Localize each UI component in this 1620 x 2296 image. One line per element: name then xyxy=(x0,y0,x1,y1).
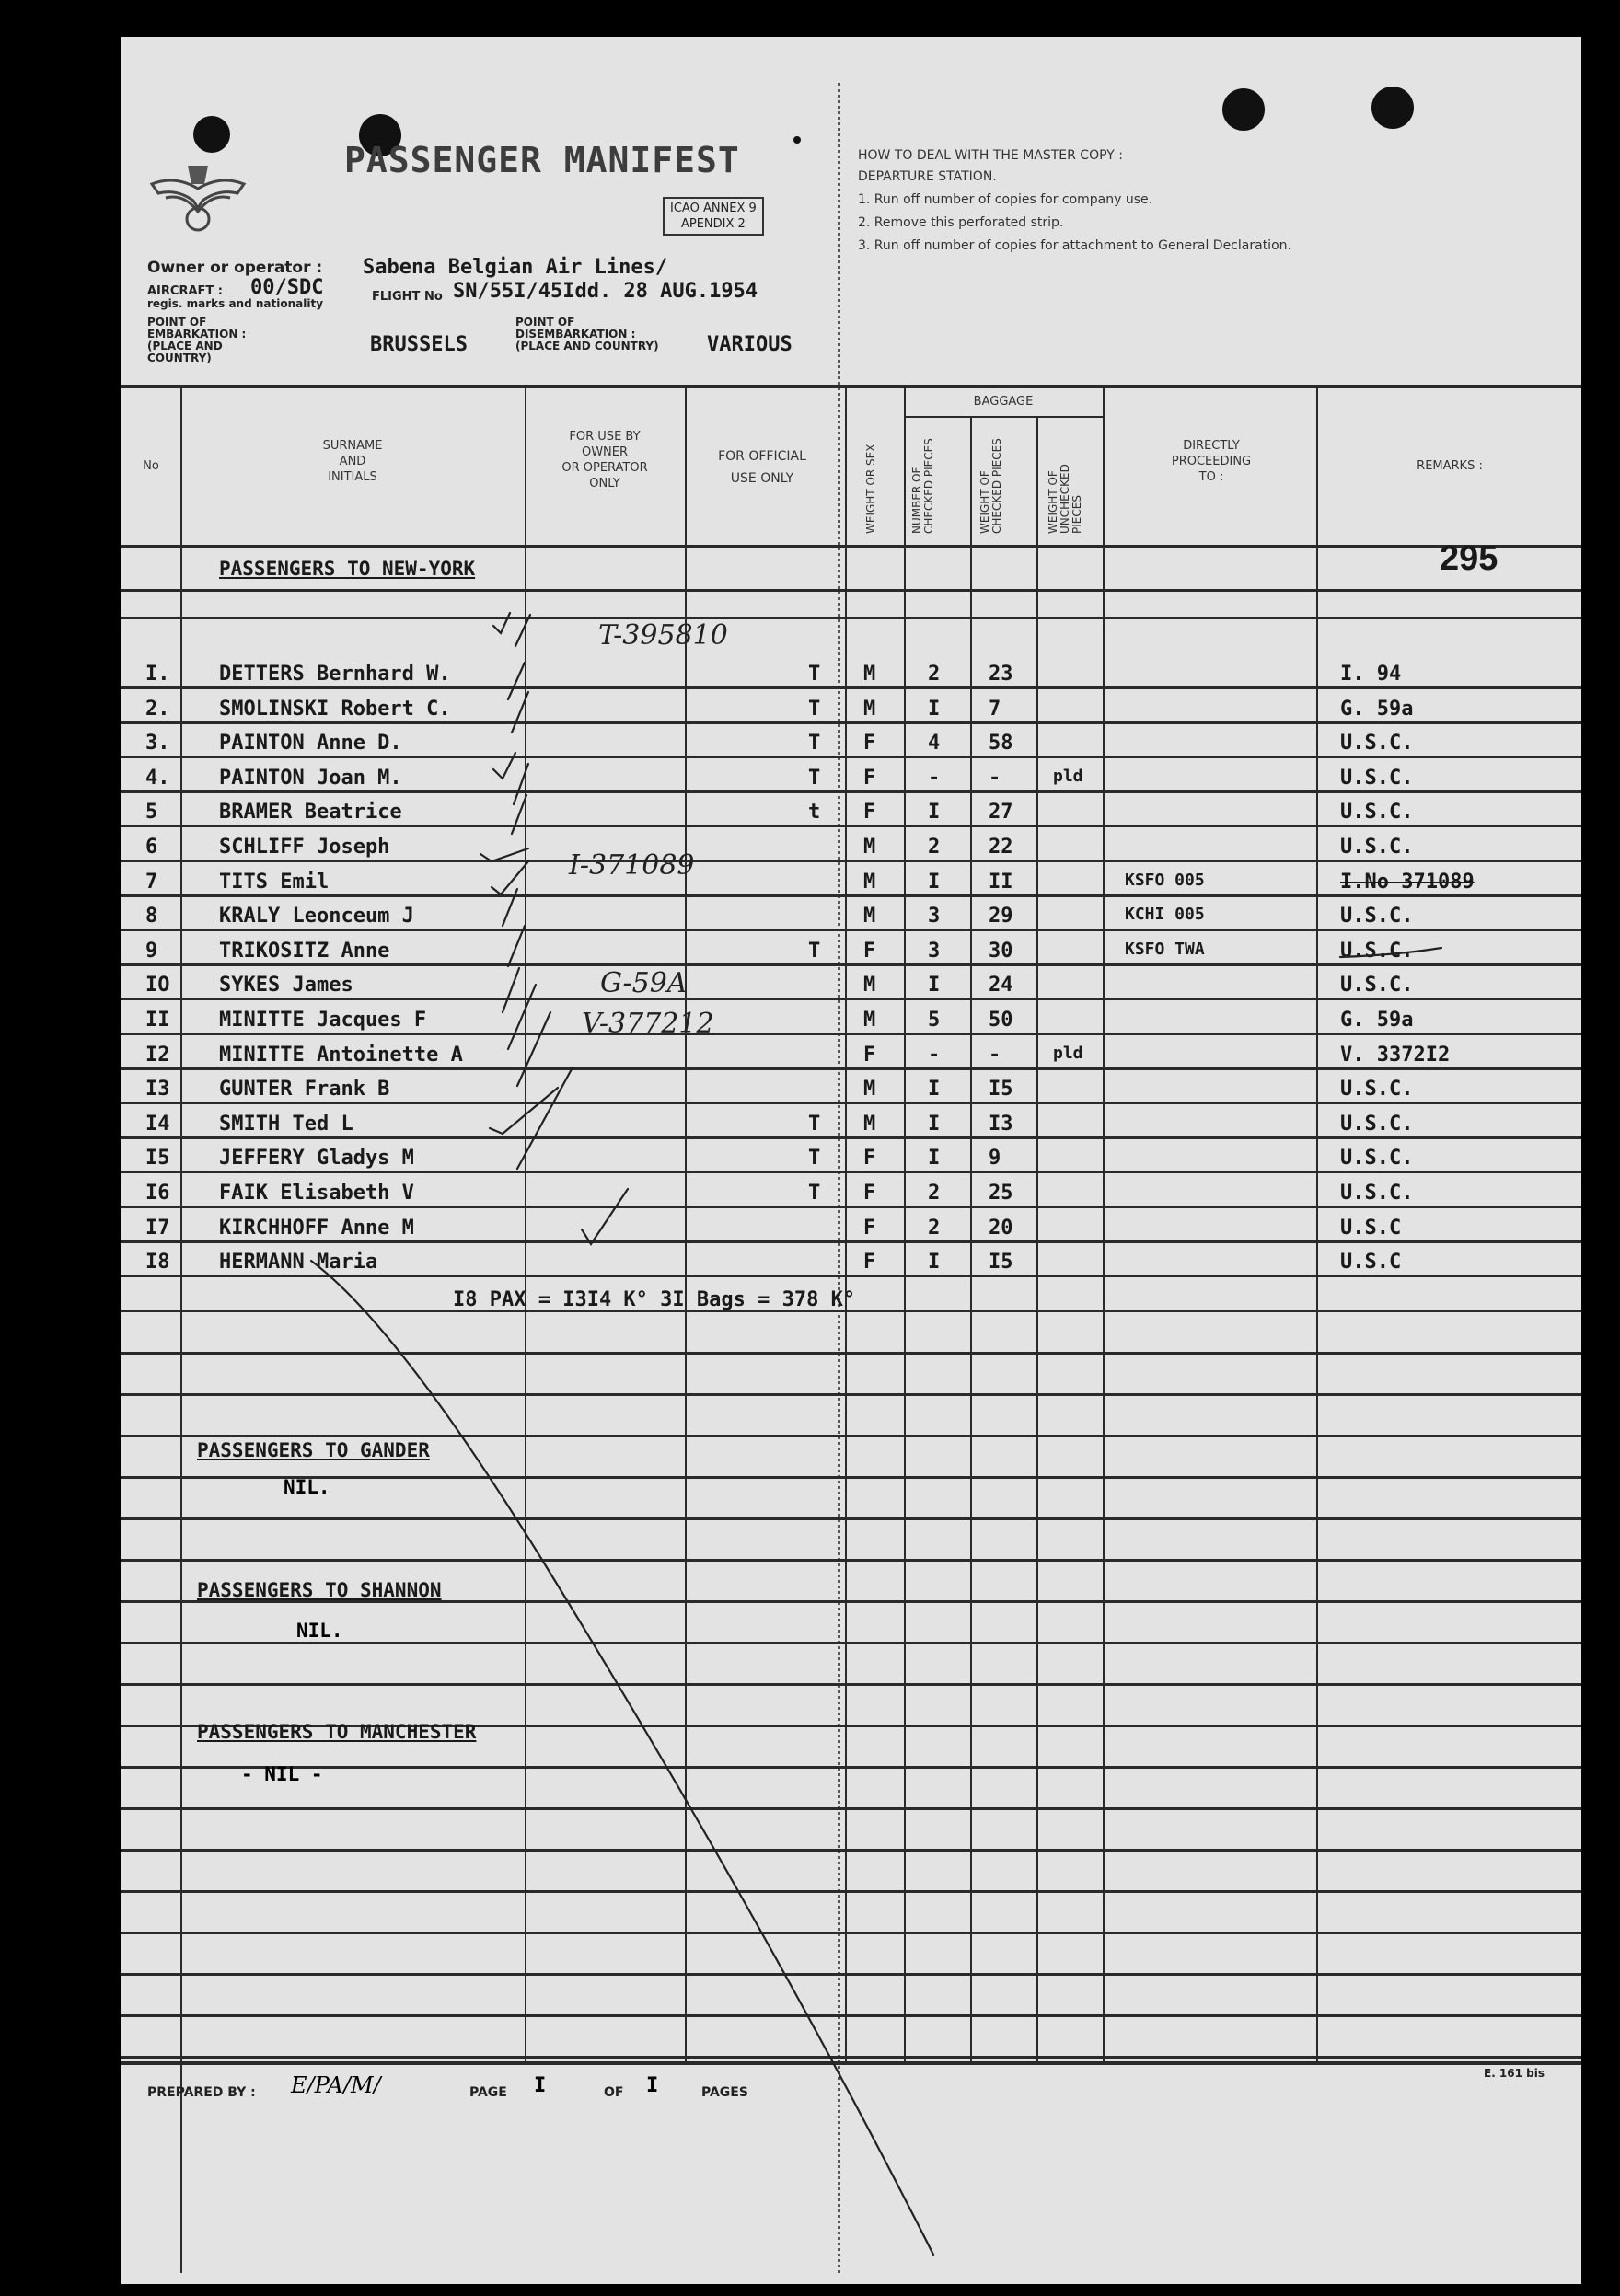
passenger-name: KRALY Leonceum J xyxy=(219,905,414,929)
annex-line-2: APENDIX 2 xyxy=(680,217,746,231)
checked-weight: 7 xyxy=(989,697,1001,721)
remarks-value: U.S.C xyxy=(1340,1251,1402,1275)
weight-or-sex: F xyxy=(863,1216,876,1240)
instruction-title: HOW TO DEAL WITH THE MASTER COPY : xyxy=(858,148,1123,163)
checked-pieces: I xyxy=(928,1112,941,1136)
remarks-value: U.S.C. xyxy=(1340,1182,1414,1205)
proceeding-to: KSFO 005 xyxy=(1125,870,1205,890)
shannon-nil: NIL. xyxy=(296,1620,343,1642)
checked-pieces: 3 xyxy=(928,939,941,963)
weight-or-sex: M xyxy=(863,663,876,686)
row-number: I2 xyxy=(145,1043,170,1067)
surname-header-line-3: INITIALS xyxy=(328,470,377,484)
row-number: I4 xyxy=(145,1112,170,1136)
embarkation-value: BRUSSELS xyxy=(370,333,468,356)
checked-pieces: - xyxy=(928,766,941,790)
proceeding-line-1: DIRECTLY xyxy=(1183,439,1240,453)
row-number: 4. xyxy=(145,766,170,790)
disembark-label-3: (PLACE AND COUNTRY) xyxy=(515,340,659,352)
page-sequence-number: 295 xyxy=(1440,539,1498,578)
remarks-value: U.S.C. xyxy=(1340,766,1414,790)
weight-or-sex: M xyxy=(863,1009,876,1032)
passenger-name: HERMANN Maria xyxy=(219,1251,378,1275)
checked-pieces: I xyxy=(928,1147,941,1171)
row-number: I8 xyxy=(145,1251,170,1275)
remarks-value: U.S.C. xyxy=(1340,1078,1414,1102)
official-use-line-1: FOR OFFICIAL xyxy=(718,449,806,464)
gander-nil: NIL. xyxy=(284,1476,330,1498)
passenger-name: MINITTE Jacques F xyxy=(219,1009,427,1032)
checked-pieces: I xyxy=(928,1251,941,1275)
checked-pieces: 5 xyxy=(928,1009,941,1032)
checked-pieces: I xyxy=(928,974,941,998)
checked-pieces: 2 xyxy=(928,1216,941,1240)
passenger-name: FAIK Elisabeth V xyxy=(219,1182,414,1205)
proceeding-line-3: TO : xyxy=(1198,470,1224,484)
checked-pieces: I xyxy=(928,870,941,894)
proceeding-line-2: PROCEEDING xyxy=(1171,455,1252,468)
page-number: I xyxy=(534,2074,547,2097)
checked-pieces: 3 xyxy=(928,905,941,929)
official-mark: T xyxy=(808,1147,821,1171)
owner-use-line-1: FOR USE BY xyxy=(569,430,641,444)
row-number: I7 xyxy=(145,1216,170,1240)
weight-or-sex: M xyxy=(863,697,876,721)
official-mark: T xyxy=(808,697,821,721)
remarks-value: U.S.C. xyxy=(1340,836,1414,859)
official-mark: T xyxy=(808,1112,821,1136)
embark-label-2: EMBARKATION : xyxy=(147,328,247,340)
weight-or-sex: F xyxy=(863,766,876,790)
checked-weight: 27 xyxy=(989,801,1013,825)
row-number: II xyxy=(145,1009,170,1032)
weight-or-sex: M xyxy=(863,836,876,859)
weight-or-sex: F xyxy=(863,1043,876,1067)
row-number: I3 xyxy=(145,1078,170,1102)
checked-pieces: 4 xyxy=(928,732,941,756)
owner-use-line-2: OWNER xyxy=(581,445,629,459)
passenger-name: SCHLIFF Joseph xyxy=(219,836,390,859)
handwritten-note-3: G-59A xyxy=(600,967,688,999)
checked-weight: 29 xyxy=(989,905,1013,929)
passenger-name: SYKES James xyxy=(219,974,353,998)
row-number: 9 xyxy=(145,939,158,963)
checked-pieces: I xyxy=(928,1078,941,1102)
row-number: IO xyxy=(145,974,170,998)
instruction-station: DEPARTURE STATION. xyxy=(858,169,997,184)
row-number: 5 xyxy=(145,801,158,825)
owner-use-line-4: ONLY xyxy=(589,477,620,490)
col-header-remarks: REMARKS : xyxy=(1417,459,1483,473)
weight-or-sex: M xyxy=(863,905,876,929)
weight-or-sex: F xyxy=(863,801,876,825)
unchecked-weight: pld xyxy=(1053,1043,1083,1063)
weight-or-sex: F xyxy=(863,1182,876,1205)
proceeding-to: KSFO TWA xyxy=(1125,939,1205,959)
handwritten-note-4: V-377212 xyxy=(582,1008,714,1040)
aircraft-value: 00/SDC xyxy=(250,276,324,299)
col-header-weight-unchecked: WEIGHT OF UNCHECKED PIECES xyxy=(1047,464,1083,534)
checked-pieces: I xyxy=(928,801,941,825)
weight-or-sex: F xyxy=(863,1147,876,1171)
checked-pieces: 2 xyxy=(928,1182,941,1205)
of-label: OF xyxy=(604,2085,624,2100)
remarks-value: G. 59a xyxy=(1340,697,1414,721)
disembark-label-1: POINT OF xyxy=(515,316,575,329)
row-number: 6 xyxy=(145,836,158,859)
remarks-value: G. 59a xyxy=(1340,1009,1414,1032)
handwritten-note-2: I-371089 xyxy=(569,849,695,882)
aircraft-label: AIRCRAFT : xyxy=(147,284,223,298)
remarks-value: I. 94 xyxy=(1340,663,1402,686)
handwritten-marks xyxy=(122,37,1581,2284)
passenger-name: MINITTE Antoinette A xyxy=(219,1043,463,1067)
checked-pieces: I xyxy=(928,697,941,721)
row-number: I. xyxy=(145,663,170,686)
passenger-name: JEFFERY Gladys M xyxy=(219,1147,414,1171)
embark-label-1: POINT OF xyxy=(147,316,207,329)
section-new-york: PASSENGERS TO NEW-YORK xyxy=(219,558,476,580)
col-header-no: No xyxy=(143,459,159,473)
weight-or-sex: F xyxy=(863,939,876,963)
checked-weight: 22 xyxy=(989,836,1013,859)
checked-weight: 58 xyxy=(989,732,1013,756)
col-header-weight-checked: WEIGHT OF CHECKED PIECES xyxy=(978,438,1003,534)
remarks-value: U.S.C. xyxy=(1340,974,1414,998)
form-code: E. 161 bis xyxy=(1484,2067,1545,2080)
checked-weight: II xyxy=(989,870,1013,894)
passenger-name: PAINTON Joan M. xyxy=(219,766,402,790)
weight-or-sex: F xyxy=(863,732,876,756)
checked-weight: - xyxy=(989,766,1001,790)
remarks-value: U.S.C. xyxy=(1340,1112,1414,1136)
remarks-value: U.S.C. xyxy=(1340,1147,1414,1171)
checked-weight: 24 xyxy=(989,974,1013,998)
instruction-3: 3. Run off number of copies for attachment to General Declaration. xyxy=(858,238,1291,253)
passenger-name: TRIKOSITZ Anne xyxy=(219,939,390,963)
passenger-name: DETTERS Bernhard W. xyxy=(219,663,451,686)
row-number: I6 xyxy=(145,1182,170,1205)
manchester-nil: - NIL - xyxy=(241,1763,323,1785)
official-mark: T xyxy=(808,939,821,963)
pages-label: PAGES xyxy=(701,2085,748,2100)
section-shannon: PASSENGERS TO SHANNON xyxy=(197,1579,442,1601)
totals-line: I8 PAX = I3I4 K° 3I Bags = 378 K° xyxy=(453,1288,856,1311)
surname-header-line-1: SURNAME xyxy=(322,439,383,453)
official-use-line-2: USE ONLY xyxy=(730,471,794,486)
col-header-weight-sex: WEIGHT OR SEX xyxy=(864,444,877,534)
annex-line-1: ICAO ANNEX 9 xyxy=(670,202,757,215)
checked-weight: 23 xyxy=(989,663,1013,686)
passenger-name: TITS Emil xyxy=(219,870,330,894)
instruction-1: 1. Run off number of copies for company use. xyxy=(858,192,1153,207)
row-number: 2. xyxy=(145,697,170,721)
disembarkation-value: VARIOUS xyxy=(707,333,793,356)
prepared-by-label: PREPARED BY : xyxy=(147,2085,256,2100)
passenger-name: SMOLINSKI Robert C. xyxy=(219,697,451,721)
checked-weight: 50 xyxy=(989,1009,1013,1032)
official-mark: T xyxy=(808,766,821,790)
remarks-value: U.S.C. xyxy=(1340,732,1414,756)
checked-weight: I5 xyxy=(989,1078,1013,1102)
checked-weight: 25 xyxy=(989,1182,1013,1205)
checked-weight: 20 xyxy=(989,1216,1013,1240)
passenger-name: BRAMER Beatrice xyxy=(219,801,402,825)
manifest-sheet xyxy=(122,37,1581,2284)
checked-weight: 9 xyxy=(989,1147,1001,1171)
passenger-name: KIRCHHOFF Anne M xyxy=(219,1216,414,1240)
col-header-baggage: BAGGAGE xyxy=(973,395,1034,409)
form-title: PASSENGER MANIFEST xyxy=(344,140,740,180)
checked-pieces: 2 xyxy=(928,663,941,686)
disembark-label-2: DISEMBARKATION : xyxy=(515,328,636,340)
surname-header-line-2: AND xyxy=(339,455,366,468)
official-mark: T xyxy=(808,1182,821,1205)
remarks-value: U.S.C. xyxy=(1340,801,1414,825)
owner-operator-value: Sabena Belgian Air Lines/ xyxy=(363,256,668,279)
unchecked-weight: pld xyxy=(1053,766,1083,786)
embark-label-3: (PLACE AND COUNTRY) xyxy=(147,340,223,364)
remarks-value: U.S.C xyxy=(1340,1216,1402,1240)
passenger-name: PAINTON Anne D. xyxy=(219,732,402,756)
col-header-num-checked: NUMBER OF CHECKED PIECES xyxy=(910,438,935,534)
prepared-by-value: E/PA/M/ xyxy=(291,2072,381,2098)
owner-use-line-3: OR OPERATOR xyxy=(561,461,648,475)
checked-weight: I5 xyxy=(989,1251,1013,1275)
weight-or-sex: M xyxy=(863,1112,876,1136)
page-total: I xyxy=(646,2074,659,2097)
weight-or-sex: M xyxy=(863,870,876,894)
instruction-2: 2. Remove this perforated strip. xyxy=(858,215,1064,230)
regis-marks-label: regis. marks and nationality xyxy=(147,297,324,310)
weight-or-sex: M xyxy=(863,974,876,998)
passenger-name: GUNTER Frank B xyxy=(219,1078,390,1102)
checked-weight: 30 xyxy=(989,939,1013,963)
row-number: I5 xyxy=(145,1147,170,1171)
remarks-value: U.S.C. xyxy=(1340,905,1414,929)
row-number: 3. xyxy=(145,732,170,756)
remarks-value: V. 3372I2 xyxy=(1340,1043,1451,1067)
handwritten-note-1: T-395810 xyxy=(598,619,728,652)
remarks-value: I.No 371089 xyxy=(1340,870,1475,894)
flight-no-label: FLIGHT No xyxy=(372,290,443,304)
checked-weight: I3 xyxy=(989,1112,1013,1136)
passenger-name: SMITH Ted L xyxy=(219,1112,353,1136)
owner-operator-label: Owner or operator : xyxy=(147,259,323,277)
section-manchester: PASSENGERS TO MANCHESTER xyxy=(197,1721,477,1743)
weight-or-sex: M xyxy=(863,1078,876,1102)
proceeding-to: KCHI 005 xyxy=(1125,905,1205,925)
checked-weight: - xyxy=(989,1043,1001,1067)
official-mark: T xyxy=(808,663,821,686)
section-gander: PASSENGERS TO GANDER xyxy=(197,1439,430,1461)
remarks-value: U.S.C. xyxy=(1340,939,1414,963)
row-number: 7 xyxy=(145,870,158,894)
row-number: 8 xyxy=(145,905,158,929)
official-mark: t xyxy=(808,801,821,825)
page-label: PAGE xyxy=(469,2085,507,2100)
official-mark: T xyxy=(808,732,821,756)
checked-pieces: 2 xyxy=(928,836,941,859)
weight-or-sex: F xyxy=(863,1251,876,1275)
checked-pieces: - xyxy=(928,1043,941,1067)
flight-no-value: SN/55I/45Idd. 28 AUG.1954 xyxy=(453,280,758,303)
